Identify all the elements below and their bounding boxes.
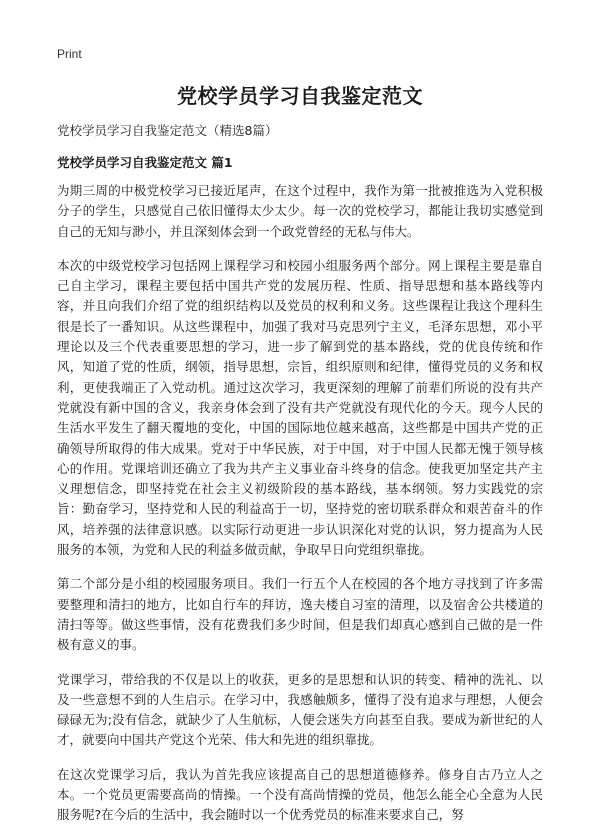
page-title: 党校学员学习自我鉴定范文 bbox=[177, 84, 423, 108]
paragraph-3: 第二个部分是小组的校园服务项目。我们一行五个人在校园的各个地方寻找到了许多需要整理和清扫的地方，比如自行车的拜访，逸夫楼自习室的清理，以及宿舍公共楼道的清扫等等。做这些事情，没有花费我们多少时间，但是我们却真心感到自己做的是一件极有意义的事。 bbox=[57, 576, 543, 653]
section-heading: 党校学员学习自我鉴定范文 篇1 bbox=[57, 155, 233, 170]
print-link[interactable]: Print bbox=[57, 47, 82, 61]
paragraph-1: 为期三周的中极党校学习已接近尾声，在这个过程中，我作为第一批被推选为入党积极分子的学生，只感觉自己依旧懂得太少太少。每一次的党校学习，都能让我切实感觉到自己的无知与渺小，并且深刻体会到一个政党曾经的无私与伟大。 bbox=[57, 183, 543, 239]
paragraph-5: 在这次党课学习后，我认为首先我应该提高自己的思想道德修养。修身自古乃立人之本。一个党员更需要高尚的情操。一个没有高尚情操的党员，他怎么能全心全意为人民服务呢?在今后的生活中，我会随时以一个优秀党员的标准来要求自己，努 bbox=[57, 766, 543, 823]
paragraph-4: 党课学习，带给我的不仅是以上的收获，更多的是思想和认识的转变、精神的洗礼、以及一些意想不到的人生启示。在学习中，我感触颇多，懂得了没有追求与理想，人便会碌碌无为;没有信念，就缺少了人生航标，人便会迷失方向甚至自我。要成为新世纪的人才，就要向中国共产党这个光荣、伟大和先进的组织靠拢。 bbox=[57, 671, 543, 748]
paragraph-2: 本次的中级党校学习包括网上课程学习和校园小组服务两个部分。网上课程主要是靠自己自主学习，课程主要包括中国共产党的发展历程、性质、指导思想和基本路线等内容，并且向我们介绍了党的组织结构以及党员的权利和义务。这些课程让我这个理科生很是长了一番知识。从这些课程中，加强了我对马克思列宁主义，毛泽东思想，邓小平理论以及三个代表重要思想的学习，进一步了解到党的基本路线，党的优良传统和作风，知道了党的性质，纲领，指导思想，宗旨，组织原则和纪律，懂得党员的义务和权利，更使我端正了入党动机。通过这次学习，我更深刻的理解了前辈们所说的没有共产党就没有新中国的含义，我亲身体会到了没有共产党就没有现代化的今天。现今人民的生活水平发生了翻天覆地的变化，中国的国际地位越来越高，这些都是中国共产党的正确领导所取得的伟大成果。党对于中华民族，对于中国，对于中国人民都无愧于领导核心的作用。党课培训还确立了我为共产主义事业奋斗终身的信念。使我更加坚定共产主义理想信念，即坚持党在社会主义初级阶段的基本路线，基本纲领。努力实践党的宗旨：勤奋学习，坚持党和人民的利益高于一切，坚持党的密切联系群众和艰苦奋斗的作风，培养强的法律意识感。以实际行动更进一步认识深化对党的认识，努力提高为人民服务的本领，为党和人民的利益多做贡献，争取早日向党组织靠拢。 bbox=[57, 257, 543, 558]
article-body bbox=[57, 181, 543, 840]
document-subtitle: 党校学员学习自我鉴定范文（精选8篇） bbox=[57, 123, 278, 138]
